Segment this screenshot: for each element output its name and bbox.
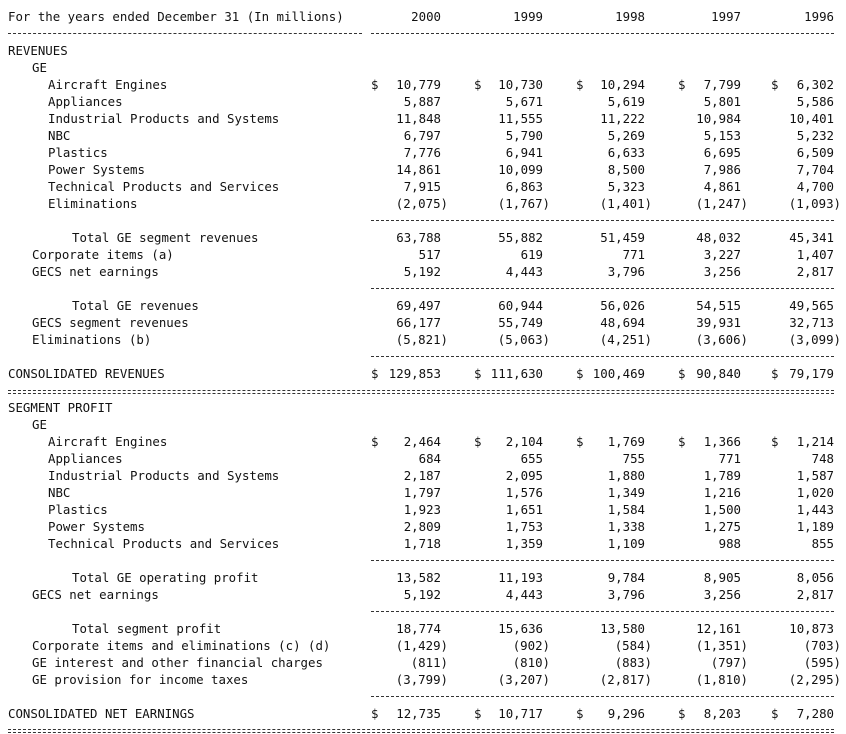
- currency-symbol: $: [678, 366, 686, 381]
- value-cell: 7,986: [703, 162, 741, 177]
- subtotal-rule: [371, 611, 834, 612]
- value-cell: (1,810): [695, 672, 748, 687]
- value-cell: 1,789: [703, 468, 741, 483]
- profit-segment-row-label: Industrial Products and Systems: [48, 468, 280, 483]
- consolidated-revenues-row-label: CONSOLIDATED REVENUES: [8, 366, 165, 381]
- value-cell: (1,429): [395, 638, 448, 653]
- value-cell: 10,873: [789, 621, 834, 636]
- value-cell: 3,256: [703, 264, 741, 279]
- value-cell: 54,515: [696, 298, 741, 313]
- value-cell: 18,774: [396, 621, 441, 636]
- value-cell: (1,401): [599, 196, 652, 211]
- value-cell: (5,063): [497, 332, 550, 347]
- value-cell: 8,203: [703, 706, 741, 721]
- value-cell: 10,779: [396, 77, 441, 92]
- value-cell: 1,651: [505, 502, 543, 517]
- value-cell: (811): [410, 655, 448, 670]
- value-cell: 2,464: [403, 434, 441, 449]
- value-cell: 9,296: [607, 706, 645, 721]
- value-cell: 5,801: [703, 94, 741, 109]
- value-cell: 10,401: [789, 111, 834, 126]
- total-ge-revenues-row-label: Total GE revenues: [72, 298, 199, 313]
- profit-segment-row-label: Plastics: [48, 502, 108, 517]
- value-cell: (2,817): [599, 672, 652, 687]
- subtotal-rule: [371, 220, 834, 221]
- value-cell: 1,576: [505, 485, 543, 500]
- value-cell: 4,861: [703, 179, 741, 194]
- value-cell: 655: [520, 451, 543, 466]
- value-cell: 2,809: [403, 519, 441, 534]
- subtotal-rule: [371, 696, 834, 697]
- profit-segment-row: [0, 518, 846, 535]
- value-cell: 6,863: [505, 179, 543, 194]
- value-cell: 10,717: [498, 706, 543, 721]
- value-cell: 60,944: [498, 298, 543, 313]
- value-cell: 11,222: [600, 111, 645, 126]
- ge-income-tax-row-label: GE provision for income taxes: [32, 672, 249, 687]
- value-cell: 1,753: [505, 519, 543, 534]
- value-cell: (1,247): [695, 196, 748, 211]
- value-cell: 1,797: [403, 485, 441, 500]
- value-cell: (2,075): [395, 196, 448, 211]
- value-cell: 5,192: [403, 587, 441, 602]
- year-header: 1999: [513, 9, 543, 24]
- value-cell: (703): [803, 638, 841, 653]
- value-cell: 32,713: [789, 315, 834, 330]
- value-cell: 48,032: [696, 230, 741, 245]
- value-cell: 5,232: [796, 128, 834, 143]
- value-cell: 8,500: [607, 162, 645, 177]
- value-cell: 3,256: [703, 587, 741, 602]
- gecs-net-earnings-row: [0, 263, 846, 280]
- revenue-segment-row: [0, 144, 846, 161]
- revenue-segment-row: [0, 127, 846, 144]
- value-cell: (3,606): [695, 332, 748, 347]
- corporate-items-eliminations-row-label: Corporate items and eliminations (c) (d): [32, 638, 331, 653]
- value-cell: 1,769: [607, 434, 645, 449]
- value-cell: (883): [614, 655, 652, 670]
- corporate-items-eliminations-row: [0, 637, 846, 654]
- value-cell: 5,790: [505, 128, 543, 143]
- revenue-segment-row-label: NBC: [48, 128, 71, 143]
- header-rule: [371, 33, 834, 34]
- currency-symbol: $: [576, 434, 584, 449]
- value-cell: 1,407: [796, 247, 834, 262]
- currency-symbol: $: [576, 77, 584, 92]
- revenue-segment-row: [0, 195, 846, 212]
- currency-symbol: $: [474, 77, 482, 92]
- value-cell: 48,694: [600, 315, 645, 330]
- section-title-segment-profit-label: SEGMENT PROFIT: [8, 400, 113, 415]
- value-cell: 755: [622, 451, 645, 466]
- value-cell: 1,443: [796, 502, 834, 517]
- value-cell: 79,179: [789, 366, 834, 381]
- currency-symbol: $: [474, 366, 482, 381]
- section-title-revenues: [0, 42, 846, 59]
- double-rule: [8, 390, 834, 391]
- gecs-segment-revenues-row: [0, 314, 846, 331]
- value-cell: (1,767): [497, 196, 550, 211]
- value-cell: 1,109: [607, 536, 645, 551]
- value-cell: (3,799): [395, 672, 448, 687]
- value-cell: 6,302: [796, 77, 834, 92]
- currency-symbol: $: [371, 366, 379, 381]
- value-cell: 2,187: [403, 468, 441, 483]
- gecs-net-earnings-row-label: GECS net earnings: [32, 587, 159, 602]
- currency-symbol: $: [771, 434, 779, 449]
- value-cell: 5,586: [796, 94, 834, 109]
- currency-symbol: $: [474, 706, 482, 721]
- value-cell: 7,280: [796, 706, 834, 721]
- value-cell: (1,351): [695, 638, 748, 653]
- profit-segment-row: [0, 484, 846, 501]
- value-cell: (595): [803, 655, 841, 670]
- value-cell: 51,459: [600, 230, 645, 245]
- value-cell: 11,555: [498, 111, 543, 126]
- profit-segment-row: [0, 501, 846, 518]
- currency-symbol: $: [371, 77, 379, 92]
- profit-segment-row: [0, 467, 846, 484]
- total-ge-operating-profit-row-label: Total GE operating profit: [72, 570, 259, 585]
- value-cell: 10,730: [498, 77, 543, 92]
- profit-segment-row-label: Power Systems: [48, 519, 145, 534]
- value-cell: 6,633: [607, 145, 645, 160]
- subtotal-rule: [371, 288, 834, 289]
- value-cell: 684: [418, 451, 441, 466]
- value-cell: 3,227: [703, 247, 741, 262]
- ge-interest-charges-row: [0, 654, 846, 671]
- value-cell: 49,565: [789, 298, 834, 313]
- value-cell: 988: [718, 536, 741, 551]
- section-title-revenues-label: REVENUES: [8, 43, 68, 58]
- value-cell: 12,735: [396, 706, 441, 721]
- value-cell: 1,216: [703, 485, 741, 500]
- value-cell: (2,295): [788, 672, 841, 687]
- value-cell: 1,880: [607, 468, 645, 483]
- value-cell: 90,840: [696, 366, 741, 381]
- value-cell: 1,020: [796, 485, 834, 500]
- revenue-segment-row: [0, 110, 846, 127]
- value-cell: 1,189: [796, 519, 834, 534]
- value-cell: 4,443: [505, 264, 543, 279]
- value-cell: (584): [614, 638, 652, 653]
- value-cell: 1,366: [703, 434, 741, 449]
- currency-symbol: $: [678, 706, 686, 721]
- value-cell: 4,443: [505, 587, 543, 602]
- value-cell: 7,704: [796, 162, 834, 177]
- value-cell: 6,509: [796, 145, 834, 160]
- gecs-net-earnings-row: [0, 586, 846, 603]
- subtotal-rule: [371, 560, 834, 561]
- value-cell: 5,269: [607, 128, 645, 143]
- value-cell: 1,359: [505, 536, 543, 551]
- value-cell: 55,749: [498, 315, 543, 330]
- currency-symbol: $: [771, 77, 779, 92]
- value-cell: 855: [811, 536, 834, 551]
- profit-segment-row-label: Aircraft Engines: [48, 434, 168, 449]
- gecs-net-earnings-row-label: GECS net earnings: [32, 264, 159, 279]
- value-cell: 13,582: [396, 570, 441, 585]
- value-cell: (797): [710, 655, 748, 670]
- value-cell: 5,192: [403, 264, 441, 279]
- double-rule: [8, 729, 834, 730]
- group-ge: [0, 416, 846, 433]
- section-title-segment-profit: [0, 399, 846, 416]
- value-cell: (3,099): [788, 332, 841, 347]
- value-cell: 39,931: [696, 315, 741, 330]
- subtotal-rule: [371, 356, 834, 357]
- revenue-segment-row-label: Aircraft Engines: [48, 77, 168, 92]
- ge-interest-charges-row-label: GE interest and other financial charges: [32, 655, 323, 670]
- value-cell: 129,853: [388, 366, 441, 381]
- value-cell: 15,636: [498, 621, 543, 636]
- value-cell: 6,797: [403, 128, 441, 143]
- value-cell: (4,251): [599, 332, 652, 347]
- value-cell: 10,984: [696, 111, 741, 126]
- revenue-segment-row-label: Plastics: [48, 145, 108, 160]
- year-header: 1998: [615, 9, 645, 24]
- revenue-segment-row-label: Industrial Products and Systems: [48, 111, 280, 126]
- group-ge-label: GE: [32, 417, 47, 432]
- value-cell: 1,275: [703, 519, 741, 534]
- value-cell: 63,788: [396, 230, 441, 245]
- value-cell: 5,153: [703, 128, 741, 143]
- consolidated-net-earnings-row-label: CONSOLIDATED NET EARNINGS: [8, 706, 195, 721]
- revenue-segment-row-label: Eliminations: [48, 196, 138, 211]
- value-cell: 3,796: [607, 264, 645, 279]
- value-cell: 3,796: [607, 587, 645, 602]
- total-ge-operating-profit-row: [0, 569, 846, 586]
- value-cell: 6,695: [703, 145, 741, 160]
- value-cell: 66,177: [396, 315, 441, 330]
- revenue-segment-row: [0, 76, 846, 93]
- value-cell: 111,630: [490, 366, 543, 381]
- profit-segment-row: [0, 433, 846, 450]
- total-ge-revenues-row: [0, 297, 846, 314]
- value-cell: 5,619: [607, 94, 645, 109]
- value-cell: (5,821): [395, 332, 448, 347]
- value-cell: 619: [520, 247, 543, 262]
- value-cell: 1,584: [607, 502, 645, 517]
- value-cell: 7,799: [703, 77, 741, 92]
- eliminations-row-label: Eliminations (b): [32, 332, 152, 347]
- value-cell: (1,093): [788, 196, 841, 211]
- total-ge-segment-revenues-row: [0, 229, 846, 246]
- value-cell: 771: [718, 451, 741, 466]
- table-header: [0, 8, 846, 25]
- value-cell: 45,341: [789, 230, 834, 245]
- value-cell: 1,923: [403, 502, 441, 517]
- value-cell: 56,026: [600, 298, 645, 313]
- value-cell: 1,349: [607, 485, 645, 500]
- revenue-segment-row: [0, 161, 846, 178]
- currency-symbol: $: [576, 366, 584, 381]
- value-cell: 2,104: [505, 434, 543, 449]
- value-cell: 748: [811, 451, 834, 466]
- total-segment-profit-row-label: Total segment profit: [72, 621, 222, 636]
- total-segment-profit-row: [0, 620, 846, 637]
- profit-segment-row-label: Appliances: [48, 451, 123, 466]
- gecs-segment-revenues-row-label: GECS segment revenues: [32, 315, 189, 330]
- profit-segment-row-label: NBC: [48, 485, 71, 500]
- currency-symbol: $: [576, 706, 584, 721]
- year-header: 1997: [711, 9, 741, 24]
- header-rule: [8, 33, 362, 34]
- value-cell: 771: [622, 247, 645, 262]
- value-cell: 517: [418, 247, 441, 262]
- currency-symbol: $: [371, 434, 379, 449]
- value-cell: 1,718: [403, 536, 441, 551]
- revenue-segment-row: [0, 93, 846, 110]
- revenue-segment-row-label: Appliances: [48, 94, 123, 109]
- year-header: 1996: [804, 9, 834, 24]
- value-cell: 2,817: [796, 587, 834, 602]
- value-cell: (3,207): [497, 672, 550, 687]
- value-cell: (902): [512, 638, 550, 653]
- consolidated-revenues-row: [0, 365, 846, 382]
- currency-symbol: $: [474, 434, 482, 449]
- value-cell: 1,214: [796, 434, 834, 449]
- value-cell: 10,294: [600, 77, 645, 92]
- value-cell: 5,887: [403, 94, 441, 109]
- table-caption: For the years ended December 31 (In millions): [8, 9, 344, 24]
- value-cell: 2,095: [505, 468, 543, 483]
- value-cell: 6,941: [505, 145, 543, 160]
- value-cell: 5,323: [607, 179, 645, 194]
- group-ge-label: GE: [32, 60, 47, 75]
- year-header: 2000: [411, 9, 441, 24]
- ge-income-tax-row: [0, 671, 846, 688]
- currency-symbol: $: [771, 366, 779, 381]
- value-cell: 2,817: [796, 264, 834, 279]
- revenue-segment-row-label: Technical Products and Services: [48, 179, 280, 194]
- value-cell: 14,861: [396, 162, 441, 177]
- value-cell: 1,500: [703, 502, 741, 517]
- value-cell: 1,587: [796, 468, 834, 483]
- corporate-items-row: [0, 246, 846, 263]
- value-cell: 1,338: [607, 519, 645, 534]
- value-cell: 13,580: [600, 621, 645, 636]
- value-cell: 11,848: [396, 111, 441, 126]
- revenue-segment-row-label: Power Systems: [48, 162, 145, 177]
- value-cell: 9,784: [607, 570, 645, 585]
- value-cell: 69,497: [396, 298, 441, 313]
- profit-segment-row: [0, 535, 846, 552]
- revenue-segment-row: [0, 178, 846, 195]
- currency-symbol: $: [771, 706, 779, 721]
- total-ge-segment-revenues-row-label: Total GE segment revenues: [72, 230, 259, 245]
- value-cell: 11,193: [498, 570, 543, 585]
- profit-segment-row-label: Technical Products and Services: [48, 536, 280, 551]
- value-cell: 7,915: [403, 179, 441, 194]
- value-cell: 10,099: [498, 162, 543, 177]
- corporate-items-row-label: Corporate items (a): [32, 247, 174, 262]
- currency-symbol: $: [371, 706, 379, 721]
- currency-symbol: $: [678, 434, 686, 449]
- value-cell: 5,671: [505, 94, 543, 109]
- value-cell: 8,905: [703, 570, 741, 585]
- currency-symbol: $: [678, 77, 686, 92]
- value-cell: 100,469: [592, 366, 645, 381]
- value-cell: 8,056: [796, 570, 834, 585]
- eliminations-row: [0, 331, 846, 348]
- value-cell: 4,700: [796, 179, 834, 194]
- group-ge: [0, 59, 846, 76]
- consolidated-net-earnings-row: [0, 705, 846, 722]
- profit-segment-row: [0, 450, 846, 467]
- value-cell: 7,776: [403, 145, 441, 160]
- value-cell: (810): [512, 655, 550, 670]
- value-cell: 12,161: [696, 621, 741, 636]
- value-cell: 55,882: [498, 230, 543, 245]
